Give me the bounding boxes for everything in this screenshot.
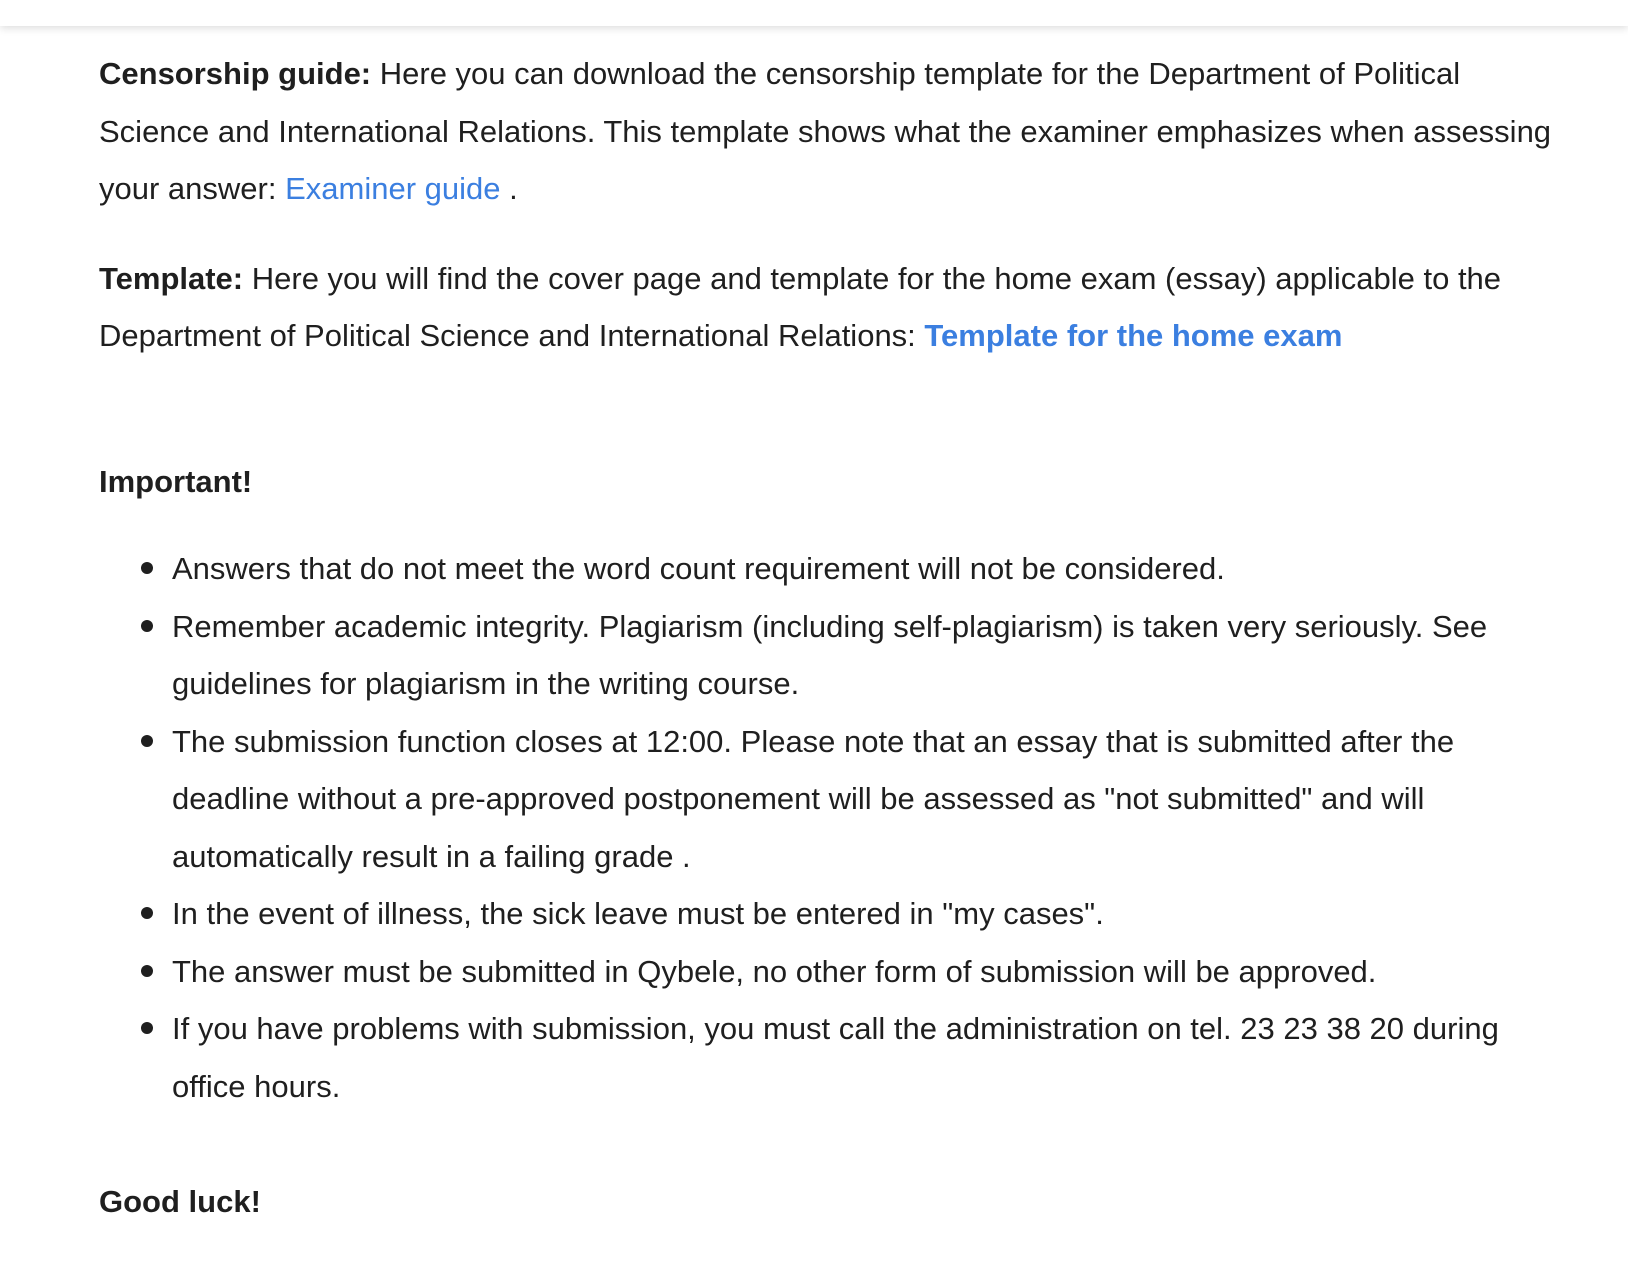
bullet-icon bbox=[141, 562, 153, 574]
template-text: Here you will find the cover page and template for the home exam (essay) applicable to the Department of Political Science and International Relations: bbox=[99, 260, 1502, 353]
censorship-paragraph bbox=[99, 45, 1569, 218]
list-item-text: If you have problems with submission, you must call the administration on tel. 23 23 38 20 during office hours. bbox=[172, 1011, 1499, 1104]
bullet-icon bbox=[141, 907, 153, 919]
page-content bbox=[99, 40, 1569, 1231]
list-item bbox=[99, 713, 1569, 886]
examiner-guide-link[interactable]: Examiner guide bbox=[285, 171, 501, 206]
list-item bbox=[99, 598, 1569, 713]
list-item bbox=[99, 885, 1569, 943]
list-item-text: Answers that do not meet the word count requirement will not be considered. bbox=[172, 551, 1225, 586]
template-paragraph bbox=[99, 250, 1569, 365]
censorship-suffix: . bbox=[500, 171, 518, 206]
list-item bbox=[99, 540, 1569, 598]
important-heading: Important! bbox=[99, 463, 253, 499]
list-item-text: In the event of illness, the sick leave must be entered in "my cases". bbox=[172, 896, 1104, 931]
list-item-text: Remember academic integrity. Plagiarism (including self-plagiarism) is taken very seriously. See guidelines for plagiarism in the writing course. bbox=[172, 608, 1488, 701]
bullet-icon bbox=[141, 965, 153, 977]
top-bar-shadow bbox=[0, 0, 1628, 26]
list-item-text: The answer must be submitted in Qybele, no other form of submission will be approved. bbox=[172, 953, 1377, 989]
censorship-label: Censorship guide: bbox=[99, 56, 372, 91]
bullet-icon bbox=[141, 620, 153, 632]
home-exam-template-link[interactable]: Template for the home exam bbox=[924, 318, 1343, 353]
good-luck-heading: Good luck! bbox=[99, 1184, 261, 1219]
list-item-text: The submission function closes at 12:00. Please note that an essay that is submitted after the deadline without a pre-approved postponement will be assessed as "not submitted" and will automatically result in a failing grade . bbox=[172, 723, 1455, 874]
list-item bbox=[99, 1000, 1569, 1115]
list-item bbox=[99, 943, 1569, 1001]
bullet-icon bbox=[141, 1022, 153, 1034]
template-label: Template: bbox=[99, 260, 244, 296]
censorship-text: Here you can download the censorship template for the Department of Political Science and International Relations. This template shows what the examiner emphasizes when assessing your answer: bbox=[99, 56, 1552, 206]
bullet-icon bbox=[141, 735, 153, 747]
rules-list bbox=[99, 540, 1569, 1115]
